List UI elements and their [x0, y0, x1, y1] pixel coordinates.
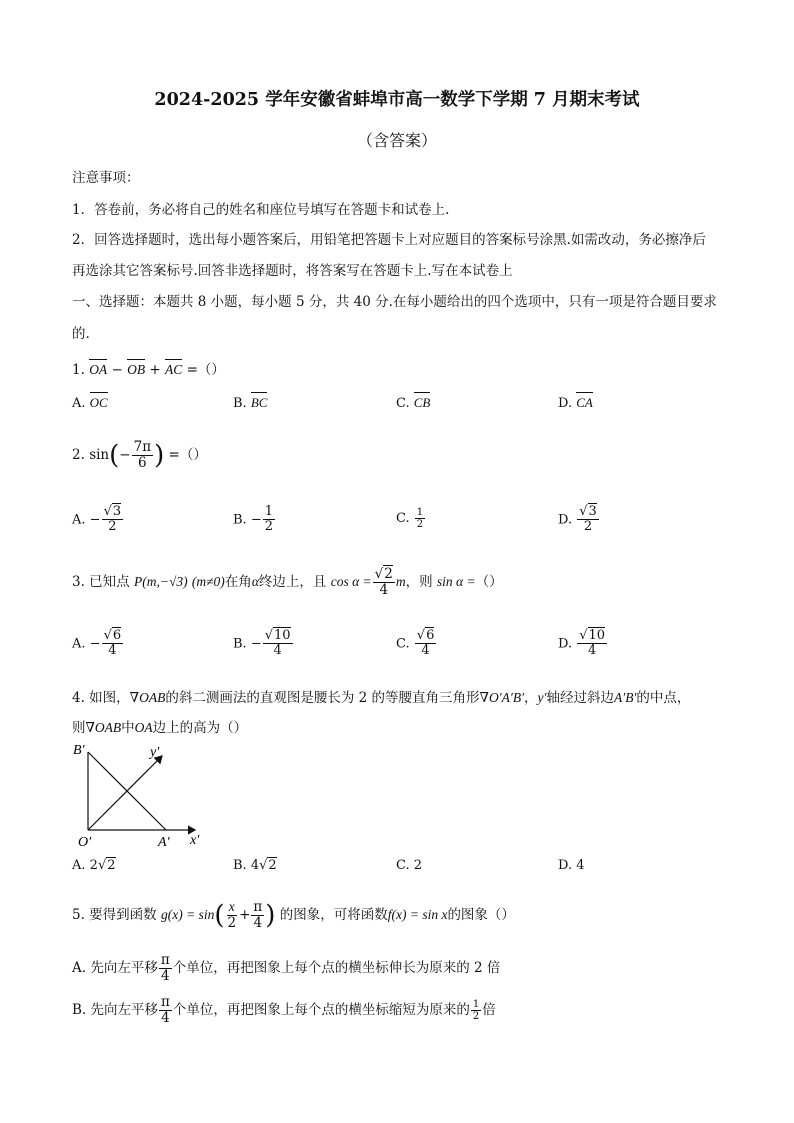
- q2-option-c: C. $\frac{1}{2}$: [396, 507, 424, 530]
- q5-option-b: B. 先向左平移 $\frac{\pi}{4}$ 个单位，再把图象上每个点的横坐标缩短为原来的 $\frac{1}{2}$ 倍: [72, 994, 496, 1026]
- q1-option-a: A. OC: [72, 395, 108, 411]
- notice-heading: 注意事项：: [72, 170, 140, 186]
- q1-tail: =（）: [186, 362, 225, 378]
- question-1: [72, 358, 225, 378]
- q1-option-c: C. CB: [396, 395, 431, 411]
- q2-option-b: B. − $\frac{1}{2}$: [233, 504, 274, 535]
- q1-op2: +: [149, 362, 161, 378]
- question-4-cont: 则∇OAB中OA边上的高为（）: [72, 720, 248, 736]
- notice-item-1: 1．答卷前，务必将自己的姓名和座位号填写在答题卡和试卷上.: [72, 202, 450, 218]
- q4-option-c: C. 2: [396, 858, 423, 873]
- label-x: x′: [190, 833, 200, 848]
- section-heading-cont: 的.: [72, 326, 90, 342]
- vector-ob: OB: [127, 362, 146, 377]
- section-heading: 一、选择题：本题共 8 小题，每小题 5 分，共 40 分.在每小题给出的四个选项中，只有一项是符合题目要求: [72, 294, 717, 310]
- notice-item-2b: 再选涂其它答案标号.回答非选择题时，将答案写在答题卡上.写在本试卷上: [72, 263, 513, 279]
- q3-option-b: B. − $\frac{√10}{4}$: [233, 628, 291, 659]
- q4-figure: [70, 738, 220, 853]
- q2-option-d: D. $\frac{√3}{2}$: [558, 504, 597, 535]
- question-3: 3. 已知点 P(m,−√3) (m≠0)在角α终边上，且 cos α = $\frac{√2}{4}$ m，则 sin α =（）: [72, 566, 503, 598]
- label-b: B′: [73, 743, 85, 758]
- label-y: y′: [150, 745, 160, 760]
- question-5: 5. 要得到函数 g(x) = sin( $\frac{x}{2}$ + $\frac{\pi}{4}$ ) 的图象，可将函数f(x) = sin x的图象（）: [72, 899, 515, 931]
- q1-option-b: B. BC: [233, 395, 268, 411]
- question-4: 4. 如图，∇OAB的斜二测画法的直观图是腰长为 2 的等腰直角三角形∇O′A′B′，y′轴经过斜边A′B′的中点，: [72, 690, 691, 706]
- page-subtitle: （含答案）: [356, 131, 437, 150]
- q3-option-a: A. − $\frac{√6}{4}$: [72, 628, 122, 659]
- page-title: 2024-2025 学年安徽省蚌埠市高一数学下学期 7 月期末考试: [154, 90, 640, 110]
- q1-option-d: D. CA: [558, 395, 593, 411]
- q2-option-a: A. − $\frac{√3}{2}$: [72, 504, 122, 535]
- q4-option-d: D. 4: [558, 858, 585, 873]
- q1-op1: −: [111, 362, 123, 378]
- q4-option-a: A. 2√2: [72, 858, 116, 873]
- q1-number: 1.: [72, 362, 85, 378]
- question-2: 2. sin(− $\frac{7\pi}{6}$ ) =（）: [72, 439, 207, 471]
- label-a: A′: [158, 835, 170, 850]
- q4-option-b: B. 4√2: [233, 858, 277, 873]
- y-axis: [88, 756, 162, 830]
- q3-option-d: D. $\frac{√10}{4}$: [558, 628, 606, 659]
- q3-option-c: C. $\frac{√6}{4}$: [396, 628, 435, 659]
- q5-option-a: A. 先向左平移 $\frac{\pi}{4}$ 个单位，再把图象上每个点的横坐标伸长为原来的 2 倍: [72, 952, 501, 984]
- label-o: O′: [78, 835, 92, 850]
- vector-ac: AC: [165, 362, 183, 377]
- notice-item-2a: 2．回答选择题时，选出每小题答案后，用铅笔把答题卡上对应题目的答案标号涂黑.如需改动，务必擦净后: [72, 232, 706, 248]
- vector-oa: OA: [89, 362, 108, 377]
